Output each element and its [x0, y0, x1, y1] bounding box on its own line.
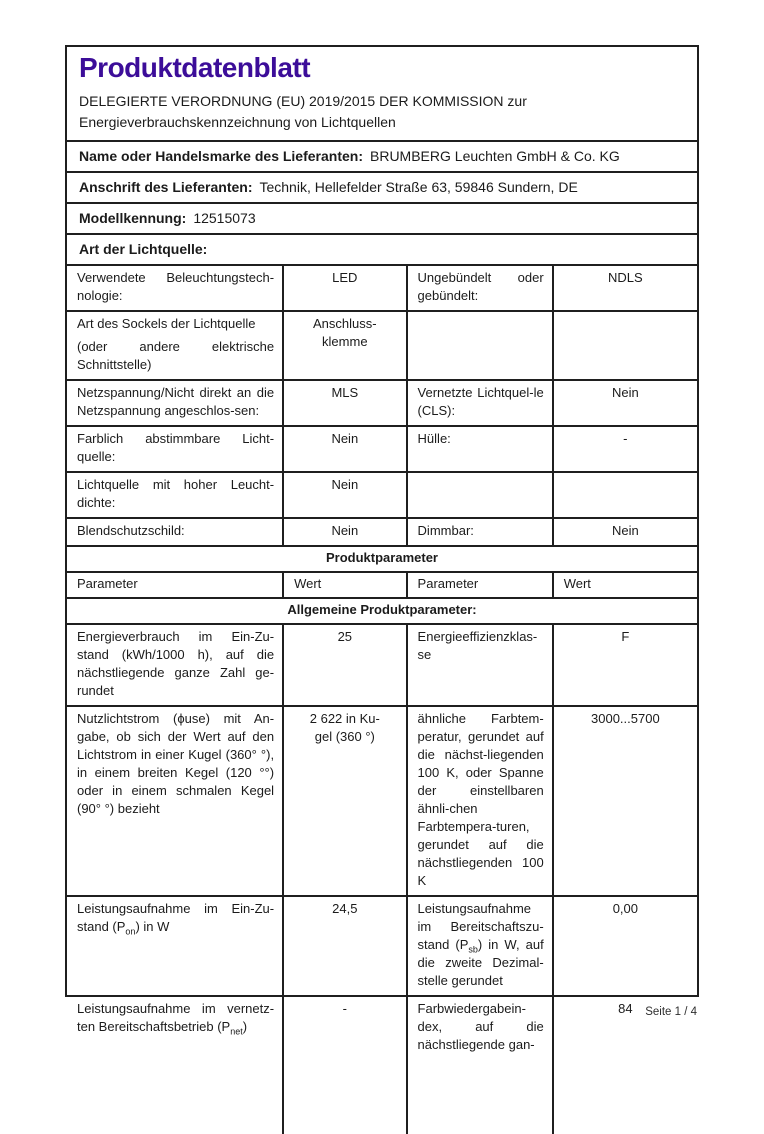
parameter-cell: Vernetzte Lichtquel-le (CLS): [407, 380, 553, 426]
parameter-cell: Lichtquelle mit hoher Leucht-dichte: [67, 472, 283, 518]
page-title: Produktdatenblatt [79, 52, 311, 83]
section-header-allgemeine: Allgemeine Produktparameter: [67, 598, 697, 624]
supplier-name-value: BRUMBERG Leuchten GmbH & Co. KG [370, 148, 620, 164]
value-cell: Anschluss- klemme [283, 311, 406, 380]
value-cell: NDLS [553, 265, 697, 311]
table-row [67, 896, 697, 996]
table-row [67, 996, 697, 1134]
supplier-address-value: Technik, Hellefelder Straße 63, 59846 Sundern, DE [259, 179, 578, 195]
table-row [67, 265, 697, 311]
parameter-cell: Farblich abstimmbare Licht-quelle: [67, 426, 283, 472]
subtitle-line-1: DELEGIERTE VERORDNUNG (EU) 2019/2015 DER KOMMISSION zur [79, 93, 527, 109]
value-cell: - [283, 996, 406, 1134]
parameter-cell: Farbwiedergabein-dex, auf die nächstliegende gan- [407, 996, 553, 1134]
section-header-produktparameter: Produktparameter [67, 546, 697, 572]
parameter-cell: Leistungsaufnahme im vernetz-ten Bereitschaftsbetrieb $(P_{net})$ [67, 996, 283, 1134]
table-row [67, 706, 697, 896]
table-row [67, 426, 697, 472]
column-header: Parameter [407, 572, 553, 598]
light-source-type-row [67, 233, 697, 264]
value-cell: Nein [553, 380, 697, 426]
parameter-cell [407, 311, 553, 380]
supplier-address-label: Anschrift des Lieferanten: [79, 179, 253, 195]
value-cell: Nein [283, 472, 406, 518]
general-parameter-rows [67, 624, 697, 1134]
parameter-cell: Netzspannung/Nicht direkt an die Netzspannung angeschlos-sen: [67, 380, 283, 426]
parameter-cell: Leistungsaufnahme im Ein-Zu-stand $(P_{on})$ in W [67, 896, 283, 996]
column-header-row [67, 572, 697, 598]
value-cell: Nein [553, 518, 697, 546]
value-cell: 84 [553, 996, 697, 1134]
table-row [67, 624, 697, 706]
table-row [67, 311, 697, 380]
value-cell: - [553, 426, 697, 472]
parameter-cell: Energieverbrauch im Ein-Zu-stand (kWh/1000 h), auf die nächstliegende ganze Zahl ge-rundet [67, 624, 283, 706]
supplier-name-row [67, 140, 697, 171]
column-header: Parameter [67, 572, 283, 598]
supplier-name-label: Name oder Handelsmarke des Lieferanten: [79, 148, 363, 164]
parameter-cell: Leistungsaufnahme im Bereitschaftszu-stand $(P_{sb})$ in W, auf die zweite Dezimal-stelle gerundet [407, 896, 553, 996]
value-cell: MLS [283, 380, 406, 426]
table-row [67, 598, 697, 624]
value-cell [553, 311, 697, 380]
value-cell: LED [283, 265, 406, 311]
value-cell [553, 472, 697, 518]
document-header [67, 47, 697, 140]
parameter-cell: Nutzlichtstrom (ϕuse) mit An-gabe, ob sich der Wert auf den Lichtstrom in einer Kugel (360° °), in einem breiten Kegel (120 °°) oder in einem schmalen Kegel (90° °) bezieht [67, 706, 283, 896]
parameter-cell [407, 472, 553, 518]
light-source-type-rows [67, 265, 697, 546]
parameter-cell: ähnliche Farbtem-peratur, gerundet auf die nächst-liegenden 100 K, oder Spanne der einstellbaren ähnli-chen Farbtempera-turen, gerundet auf die nächstliegenden 100 K [407, 706, 553, 896]
parameter-cell: Energieeffizienzklas-se [407, 624, 553, 706]
table-row [67, 380, 697, 426]
light-source-type-label: Art der Lichtquelle: [79, 241, 208, 257]
table-row [67, 518, 697, 546]
value-cell: 3000...5700 [553, 706, 697, 896]
parameter-cell: Art des Sockels der Lichtquelle (oder andere elektrische Schnittstelle) [67, 311, 283, 380]
page-number: Seite 1 / 4 [645, 1006, 697, 1018]
value-cell: 25 [283, 624, 406, 706]
value-cell: 2 622 in Ku- gel (360 °) [283, 706, 406, 896]
parameter-cell: Verwendete Beleuchtungstech-nologie: [67, 265, 283, 311]
table-row [67, 546, 697, 572]
value-cell: 24,5 [283, 896, 406, 996]
column-header: Wert [553, 572, 697, 598]
parameter-cell: Blendschutzschild: [67, 518, 283, 546]
model-id-label: Modellkennung: [79, 210, 187, 226]
value-cell: Nein [283, 426, 406, 472]
table-row [67, 472, 697, 518]
model-id-value: 12515073 [193, 210, 256, 226]
column-header: Wert [283, 572, 406, 598]
subtitle-line-2: Energieverbrauchskennzeichnung von Lichtquellen [79, 114, 396, 130]
supplier-address-row [67, 171, 697, 202]
model-id-row [67, 202, 697, 233]
value-cell: Nein [283, 518, 406, 546]
section-rows [67, 546, 697, 624]
product-table [67, 264, 697, 1134]
value-cell: F [553, 624, 697, 706]
parameter-cell: Hülle: [407, 426, 553, 472]
value-cell: 0,00 [553, 896, 697, 996]
parameter-cell: Dimmbar: [407, 518, 553, 546]
parameter-cell: Ungebündelt oder gebündelt: [407, 265, 553, 311]
